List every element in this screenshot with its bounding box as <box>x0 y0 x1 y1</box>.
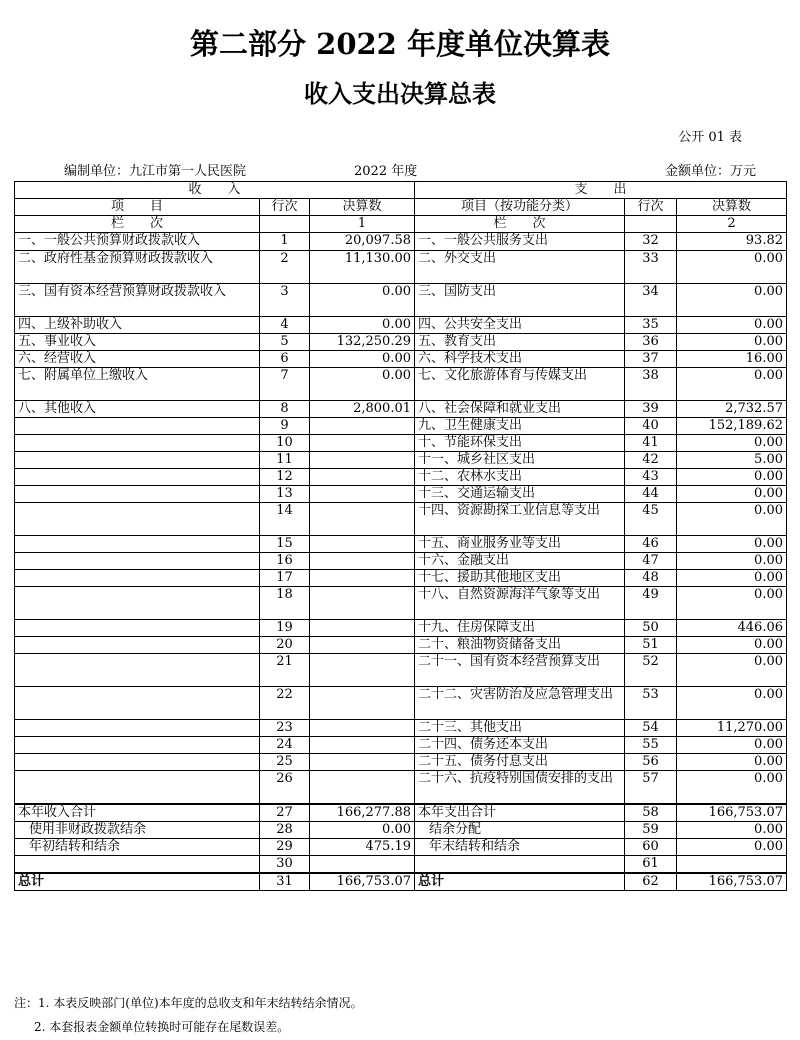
income-item: 使用非财政拨款结余 <box>15 822 260 839</box>
expense-amount: 93.82 <box>677 233 787 251</box>
income-amount <box>310 570 415 587</box>
income-row-no: 6 <box>260 351 310 368</box>
col-item-func-header: 项目（按功能分类） <box>415 199 625 216</box>
income-item <box>15 620 260 637</box>
income-row-no: 21 <box>260 654 310 687</box>
expense-row-no: 38 <box>625 368 677 401</box>
income-amount <box>310 486 415 503</box>
income-row-no: 10 <box>260 435 310 452</box>
income-row-no: 7 <box>260 368 310 401</box>
col-label-2: 栏 次 <box>415 216 625 233</box>
expense-amount: 0.00 <box>677 251 787 284</box>
table-row <box>15 503 787 536</box>
expense-row-no: 46 <box>625 536 677 553</box>
income-row-no: 3 <box>260 284 310 317</box>
income-amount <box>310 452 415 469</box>
expense-row-no: 41 <box>625 435 677 452</box>
expense-row-no: 40 <box>625 418 677 435</box>
income-item: 总计 <box>15 873 260 891</box>
income-row-no: 5 <box>260 334 310 351</box>
income-amount: 2,800.01 <box>310 401 415 418</box>
expense-item: 十二、农林水支出 <box>415 469 625 486</box>
expense-item: 二、外交支出 <box>415 251 625 284</box>
expense-item: 十九、住房保障支出 <box>415 620 625 637</box>
income-amount <box>310 856 415 874</box>
expense-amount: 0.00 <box>677 637 787 654</box>
expense-item: 七、文化旅游体育与传媒支出 <box>415 368 625 401</box>
income-row-no: 16 <box>260 553 310 570</box>
income-item <box>15 469 260 486</box>
income-header: 收 入 <box>15 182 415 199</box>
income-amount <box>310 503 415 536</box>
income-amount <box>310 637 415 654</box>
expense-item: 总计 <box>415 873 625 891</box>
income-item: 七、附属单位上缴收入 <box>15 368 260 401</box>
header-row-sections <box>15 182 787 199</box>
income-item <box>15 754 260 771</box>
expense-header: 支 出 <box>415 182 787 199</box>
expense-item: 本年支出合计 <box>415 804 625 822</box>
table-row <box>15 486 787 503</box>
expense-amount: 11,270.00 <box>677 720 787 737</box>
table-row <box>15 452 787 469</box>
income-amount: 0.00 <box>310 351 415 368</box>
table-row <box>15 418 787 435</box>
income-amount: 0.00 <box>310 368 415 401</box>
income-row-no: 12 <box>260 469 310 486</box>
income-item <box>15 570 260 587</box>
col-label-blank <box>260 216 310 233</box>
income-item <box>15 435 260 452</box>
table-row <box>15 737 787 754</box>
expense-item: 二十二、灾害防治及应急管理支出 <box>415 687 625 720</box>
income-item <box>15 771 260 805</box>
expense-row-no: 53 <box>625 687 677 720</box>
expense-item: 十八、自然资源海洋气象等支出 <box>415 587 625 620</box>
income-row-no: 26 <box>260 771 310 805</box>
income-item <box>15 654 260 687</box>
expense-row-no: 43 <box>625 469 677 486</box>
expense-amount: 0.00 <box>677 754 787 771</box>
table-row <box>15 839 787 856</box>
income-row-no: 20 <box>260 637 310 654</box>
expense-item: 五、教育支出 <box>415 334 625 351</box>
expense-row-no: 60 <box>625 839 677 856</box>
expense-item: 二十一、国有资本经营预算支出 <box>415 654 625 687</box>
meta-row <box>14 160 786 178</box>
expense-row-no: 49 <box>625 587 677 620</box>
form-code: 公开 01 表 <box>678 130 742 145</box>
table-row <box>15 351 787 368</box>
expense-item: 四、公共安全支出 <box>415 317 625 334</box>
income-row-no: 22 <box>260 687 310 720</box>
income-amount <box>310 737 415 754</box>
income-item: 二、政府性基金预算财政拨款收入 <box>15 251 260 284</box>
table-row <box>15 873 787 891</box>
income-row-no: 29 <box>260 839 310 856</box>
income-item <box>15 737 260 754</box>
income-item <box>15 418 260 435</box>
expense-row-no: 48 <box>625 570 677 587</box>
income-row-no: 14 <box>260 503 310 536</box>
expense-item: 三、国防支出 <box>415 284 625 317</box>
expense-amount: 0.00 <box>677 486 787 503</box>
header-row-columns <box>15 199 787 216</box>
income-item: 八、其他收入 <box>15 401 260 418</box>
income-amount: 20,097.58 <box>310 233 415 251</box>
income-row-no: 9 <box>260 418 310 435</box>
income-row-no: 4 <box>260 317 310 334</box>
table-row <box>15 334 787 351</box>
col-item-header: 项 目 <box>15 199 260 216</box>
income-item: 六、经营收入 <box>15 351 260 368</box>
expense-row-no: 58 <box>625 804 677 822</box>
income-row-no: 24 <box>260 737 310 754</box>
income-amount: 0.00 <box>310 822 415 839</box>
income-amount <box>310 553 415 570</box>
expense-item: 八、社会保障和就业支出 <box>415 401 625 418</box>
income-amount: 132,250.29 <box>310 334 415 351</box>
expense-row-no: 56 <box>625 754 677 771</box>
expense-item: 十一、城乡社区支出 <box>415 452 625 469</box>
col-number-2: 2 <box>677 216 787 233</box>
income-amount: 11,130.00 <box>310 251 415 284</box>
income-amount <box>310 620 415 637</box>
table-row <box>15 570 787 587</box>
expense-item: 十、节能环保支出 <box>415 435 625 452</box>
expense-row-no: 34 <box>625 284 677 317</box>
expense-item: 结余分配 <box>415 822 625 839</box>
expense-amount: 5.00 <box>677 452 787 469</box>
expense-row-no: 52 <box>625 654 677 687</box>
income-item <box>15 720 260 737</box>
expense-row-no: 33 <box>625 251 677 284</box>
income-item: 五、事业收入 <box>15 334 260 351</box>
expense-item: 十七、援助其他地区支出 <box>415 570 625 587</box>
income-row-no: 25 <box>260 754 310 771</box>
notes <box>14 991 363 1039</box>
expense-item: 二十五、债务付息支出 <box>415 754 625 771</box>
income-amount <box>310 720 415 737</box>
expense-row-no: 45 <box>625 503 677 536</box>
expense-amount: 0.00 <box>677 587 787 620</box>
expense-row-no: 50 <box>625 620 677 637</box>
expense-amount: 0.00 <box>677 334 787 351</box>
income-item <box>15 687 260 720</box>
expense-item: 六、科学技术支出 <box>415 351 625 368</box>
expense-amount: 0.00 <box>677 737 787 754</box>
expense-row-no: 39 <box>625 401 677 418</box>
expense-amount: 0.00 <box>677 839 787 856</box>
expense-row-no: 44 <box>625 486 677 503</box>
income-amount: 166,753.07 <box>310 873 415 891</box>
col-amount2-header: 决算数 <box>677 199 787 216</box>
expense-item: 一、一般公共服务支出 <box>415 233 625 251</box>
document-title: 第二部分 2022 年度单位决算表 <box>190 27 610 61</box>
expense-item: 十六、金融支出 <box>415 553 625 570</box>
income-row-no: 8 <box>260 401 310 418</box>
expense-row-no: 54 <box>625 720 677 737</box>
col-amount-header: 决算数 <box>310 199 415 216</box>
income-row-no: 31 <box>260 873 310 891</box>
income-amount <box>310 687 415 720</box>
income-row-no: 28 <box>260 822 310 839</box>
expense-row-no: 51 <box>625 637 677 654</box>
expense-amount: 152,189.62 <box>677 418 787 435</box>
table-row <box>15 435 787 452</box>
table-row <box>15 251 787 284</box>
income-item: 四、上级补助收入 <box>15 317 260 334</box>
table-row <box>15 620 787 637</box>
expense-amount: 0.00 <box>677 553 787 570</box>
income-row-no: 13 <box>260 486 310 503</box>
expense-row-no: 42 <box>625 452 677 469</box>
expense-row-no: 59 <box>625 822 677 839</box>
expense-amount: 166,753.07 <box>677 804 787 822</box>
expense-amount: 0.00 <box>677 654 787 687</box>
table-row <box>15 771 787 805</box>
income-row-no: 2 <box>260 251 310 284</box>
col-label: 栏 次 <box>15 216 260 233</box>
expense-amount: 0.00 <box>677 687 787 720</box>
table-row <box>15 469 787 486</box>
income-row-no: 1 <box>260 233 310 251</box>
income-item <box>15 637 260 654</box>
expense-amount: 0.00 <box>677 503 787 536</box>
income-amount <box>310 754 415 771</box>
expense-amount <box>677 856 787 874</box>
income-amount: 0.00 <box>310 317 415 334</box>
income-item <box>15 536 260 553</box>
table-row <box>15 654 787 687</box>
expense-row-no: 55 <box>625 737 677 754</box>
income-row-no: 18 <box>260 587 310 620</box>
expense-amount: 0.00 <box>677 536 787 553</box>
expense-row-no: 61 <box>625 856 677 874</box>
expense-row-no: 47 <box>625 553 677 570</box>
income-item <box>15 503 260 536</box>
report-year: 2022 年度 <box>354 164 418 179</box>
income-item <box>15 553 260 570</box>
expense-amount: 2,732.57 <box>677 401 787 418</box>
table-row <box>15 720 787 737</box>
expense-row-no: 36 <box>625 334 677 351</box>
expense-item: 九、卫生健康支出 <box>415 418 625 435</box>
income-amount: 0.00 <box>310 284 415 317</box>
expense-amount: 0.00 <box>677 368 787 401</box>
note-2: 2. 本套报表金额单位转换时可能存在尾数误差。 <box>34 1020 290 1034</box>
col-rowno-header: 行次 <box>260 199 310 216</box>
expense-amount: 0.00 <box>677 435 787 452</box>
income-item: 三、国有资本经营预算财政拨款收入 <box>15 284 260 317</box>
expense-amount: 446.06 <box>677 620 787 637</box>
expense-item: 十三、交通运输支出 <box>415 486 625 503</box>
col-rowno2-header: 行次 <box>625 199 677 216</box>
income-amount <box>310 536 415 553</box>
income-amount: 166,277.88 <box>310 804 415 822</box>
income-amount <box>310 587 415 620</box>
income-row-no: 19 <box>260 620 310 637</box>
expense-amount: 0.00 <box>677 317 787 334</box>
income-amount <box>310 418 415 435</box>
reporting-unit: 编制单位：九江市第一人民医院 <box>64 164 247 179</box>
expense-item: 十四、资源勘探工业信息等支出 <box>415 503 625 536</box>
income-item <box>15 587 260 620</box>
income-row-no: 23 <box>260 720 310 737</box>
header-row-colnums <box>15 216 787 233</box>
expense-amount: 16.00 <box>677 351 787 368</box>
table-row <box>15 754 787 771</box>
expense-amount: 0.00 <box>677 822 787 839</box>
table-row <box>15 856 787 874</box>
income-row-no: 30 <box>260 856 310 874</box>
income-amount <box>310 435 415 452</box>
table-row <box>15 317 787 334</box>
expense-amount: 166,753.07 <box>677 873 787 891</box>
expense-row-no: 57 <box>625 771 677 805</box>
expense-row-no: 62 <box>625 873 677 891</box>
income-row-no: 27 <box>260 804 310 822</box>
table-row <box>15 687 787 720</box>
table-row <box>15 233 787 251</box>
income-amount <box>310 771 415 805</box>
expense-item: 二十三、其他支出 <box>415 720 625 737</box>
expense-row-no: 35 <box>625 317 677 334</box>
income-item <box>15 856 260 874</box>
income-item <box>15 486 260 503</box>
table-row <box>15 536 787 553</box>
expense-item: 二十六、抗疫特别国债安排的支出 <box>415 771 625 805</box>
income-row-no: 15 <box>260 536 310 553</box>
table-row <box>15 822 787 839</box>
income-item: 年初结转和结余 <box>15 839 260 856</box>
table-row <box>15 587 787 620</box>
expense-item: 十五、商业服务业等支出 <box>415 536 625 553</box>
col-number-1: 1 <box>310 216 415 233</box>
expense-item: 二十四、债务还本支出 <box>415 737 625 754</box>
expense-amount: 0.00 <box>677 771 787 805</box>
income-row-no: 17 <box>260 570 310 587</box>
expense-amount: 0.00 <box>677 284 787 317</box>
table-row <box>15 401 787 418</box>
expense-row-no: 32 <box>625 233 677 251</box>
expense-item <box>415 856 625 874</box>
income-row-no: 11 <box>260 452 310 469</box>
income-amount <box>310 469 415 486</box>
col-label-blank-2 <box>625 216 677 233</box>
income-item: 本年收入合计 <box>15 804 260 822</box>
table-row <box>15 284 787 317</box>
expense-item: 二十、粮油物资储备支出 <box>415 637 625 654</box>
table-row <box>15 804 787 822</box>
income-item <box>15 452 260 469</box>
income-amount <box>310 654 415 687</box>
expense-amount: 0.00 <box>677 469 787 486</box>
expense-amount: 0.00 <box>677 570 787 587</box>
document-subtitle: 收入支出决算总表 <box>304 79 496 108</box>
money-unit: 金额单位：万元 <box>664 164 756 179</box>
expense-item: 年末结转和结余 <box>415 839 625 856</box>
income-expense-table <box>14 181 787 891</box>
table-row <box>15 637 787 654</box>
income-item: 一、一般公共预算财政拨款收入 <box>15 233 260 251</box>
table-row <box>15 368 787 401</box>
table-row <box>15 553 787 570</box>
note-1: 注：1. 本表反映部门(单位)本年度的总收支和年末结转结余情况。 <box>14 996 363 1010</box>
income-amount: 475.19 <box>310 839 415 856</box>
expense-row-no: 37 <box>625 351 677 368</box>
